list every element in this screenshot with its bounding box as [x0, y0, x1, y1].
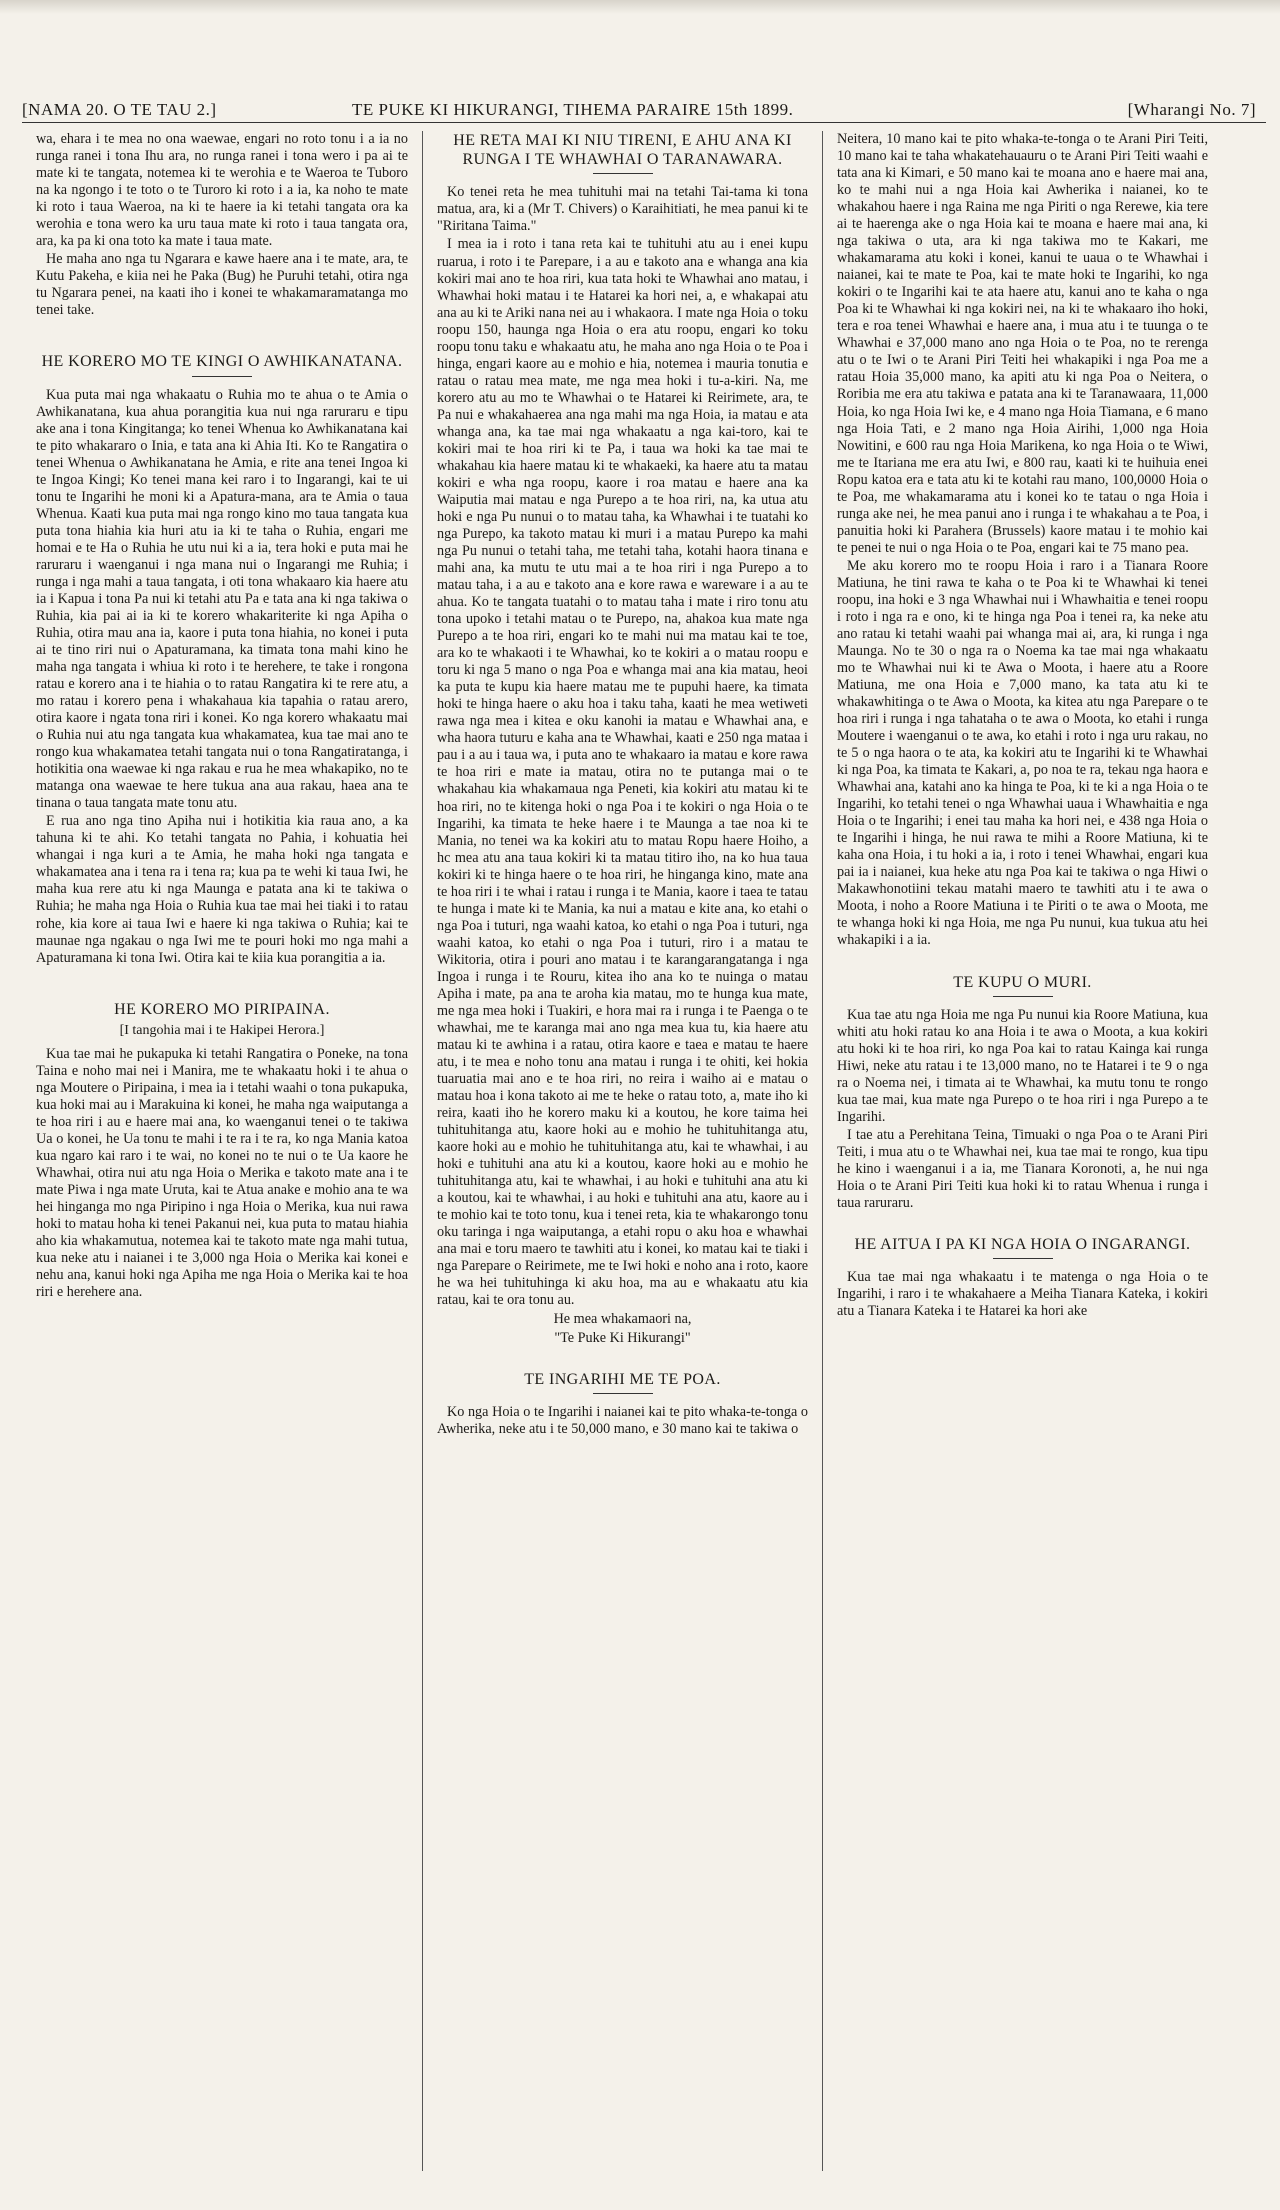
heading-rule [993, 1258, 1053, 1259]
article-paragraph: Kua tae mai he pukapuka ki tetahi Rangatira o Poneke, na tona Taina e noho mai nei i Manira, me te whakaatu hoki i te ahua o nga Moutere o Piripaina, i mea ia i tetahi waahi o tona pukapuka, kua hoki mai au i Marakuina ki konei, he maha nga waiputanga a te hoa riri i au e haere mai ana, ko waenganui tenei o te takiwa Ua o konei, he Ua tonu te mahi i te ra i te ra, ko nga Mania katoa kua ngaro kai raro i te wai, no konei no te nui o te Ua kaore he Whawhai, otira nui atu nga Hoia o Merika e takoto mate ana i te mate Piwa i nga mate Uruta, kai te Atua anake e mohio ana te wa hei hinganga mo nga Piripino i nga Hoia o Merika, kua nui rawa hoki to matau hoha ki tenei Pakanui nei, kua puta to matau hiahia aho kia whakamutua, notemea kai te takoto mate nga mahi tutua, kua neke atu i naianei i te 3,000 nga Hoia o Merika kai konei e nehu ana, kanui hoki nga Apiha me nga Hoia o Merika kai te hoa riri e herehere ana. [36, 1045, 408, 1301]
article-paragraph: Kua tae mai nga whakaatu i te matenga o nga Hoia o te Ingarihi, i raro i te whakahaere a Meiha Tianara Kateka, i kokiri atu a Tianara Kateka i te Hatarei ka hori ake [837, 1269, 1208, 1320]
article-paragraph: Ko nga Hoia o te Ingarihi i naianei kai te pito whaka-te-tonga o Awherika, neke atu i te 50,000 mano, e 30 mano kai te takiwa o [437, 1403, 808, 1437]
article-subheading: [I tangohia mai i te Hakipei Herora.] [119, 1022, 325, 1038]
column-3 [822, 131, 1222, 2171]
article-paragraph: Kua tae atu nga Hoia me nga Pu nunui kia Roore Matiuna, kua whiti atu hoki ratau ko ana Hoia i te awa o Moota, a kua kokiri atu hoki ki te hoa riri, ko nga Poa kai to ratau Kainga kai runga Hiwi, neke atu ratau i te 13,000 mano, no te Hatarei i te 9 o nga ra o Noema nei, i timata ai te Whawhai, ka mutu tonu te rongo kua tae mai, kua mate nga Purepo o te hoa riri i nga Purepo a te Ingarihi. [837, 1006, 1208, 1125]
article-heading: HE AITUA I PA KI NGA HOIA O INGARANGI. [854, 1236, 1191, 1254]
article-paragraph: Me aku korero mo te roopu Hoia i raro i a Tianara Roore Matiuna, he tini rawa te kaha o te Poa ki te Whawhai ki tenei roopu, ina hoki e 3 nga Whawhai nui i Whawhaitia e tenei roopu i roto i nga ra e ono, ki te hinga nga Poa i tenei ra, ka neke atu ano ratau ki tetahi waahi pai whanga mai ai, ara, ki runga i nga Maunga. No te 30 o nga ra o Noema ka tae mai nga whakaatu mo te Whawhai nui ki te Awa o Moota, i haere atu a Roore Matiuna, me ona Hoia e 7,000 mano, ka tata atu ki te whakawhitinga o te Awa o Moota, ka kitea atu nga Parepare o te hoa riri i runga i nga tahataha o te awa o Moota, ko etahi i runga Moutere i waenganui o te awa, ko etahi i roto i nga uru rakau, no te 5 o nga haora o te ata, ka kokiri atu te Ingarihi ki te Whawhai ki nga Poa, ka timata te Kakari, a, po noa te ra, tekau nga haora e Whawhai ana, katahi ano ka hinga te Poa, ki te ki a nga Hoia o te Ingarihi, ko tetahi tenei o nga Whawhai uaua i Whawhaitia e nga Hoia o te Ingarihi; i enei tau maha ka hori nei, e 438 nga Hoia o te Ingarihi i hinga, he nui rawa te mihi a Roore Matiuna, ki te kaha ona Hoia, i tu hoki a ia, i roto i tenei Whawhai, engari kua pai ia i naianei, kua heke atu nga Poa kai te takiwa o nga Hiwi o Makawhonotiini tekau matahi maero te tawhiti atu i te awa o Moota, i noho a Roore Matiuna i te Piriti o te awa o Moota, me te whanga hoki ki nga Hoia, me nga Pu nunui, kua tukua atu hei whakapiki i a ia. [837, 557, 1208, 949]
signature-line: "Te Puke Ki Hikurangi" [554, 1330, 691, 1347]
heading-rule [993, 996, 1053, 997]
article-paragraph: Kua puta mai nga whakaatu o Ruhia mo te ahua o te Amia o Awhikanatana, kua ahua porangitia kua nui nga raruraru e tipu ake ana i tona Kingitanga; ko tenei Whenua ko Awhikanatana kai te pito whakararo o Inia, e tata ana ki Ahia Iti. Ko te Rangatira o tenei Whenua o Awhikanatana he Amia, e rite ana tenei Ingoa ki te Ingoa Kingi; Ko tenei mana kei raro i to Ingarangi, kai te ui tonu te Ingarihi he moni ki a Apatura-mana, ara te Amia o taua Whenua. Kaati kua puta mai nga rongo kino mo taua tangata kua puta tona hiahia kia huri atu ia ki te taha o Ruhia, engari me homai e te Ha o Ruhia he utu nui ki a ia, tera hoki e puta mai he raruraru i waenganui i nga mana nui o Ingarangi me Ruhia; i runga i nga mahi a taua tangata, i oti tona whakaaro kia haere atu ia i Kapua i tona Pa nui ki tetahi atu Pa e tata ana ki nga takiwa o Ruhia, kia pai ai ia ki te korero whakariterite ki nga Apiha o Ruhia, otira mau ana ia, kaore i puta tona hiahia, no konei i puta ai te tino riri nui o Apaturamana, ka timata tona mahi kino he maha nga tangata i whiua ki roto i te herehere, te take i rongona ratau e korero ana i te hiahia o to ratau Rangatira ki te rere atu, a mo ratau i korero pena i whakahaua kia tapahia o ratau arero, otira kaore i ngata tona riri i konei. Ko nga korero whakaatu mai o Ruhia nui atu nga tangata kua whakamatea, kua tae mai ano te rongo kua whakamatea tetahi tangata nui o tona Rangatiratanga, i hotikitia ona waewae ki nga rakau e rua he mea whakapiko, no te matanga ona waewae te here tukua ana aua rakau, haea ana te tinana o taua tangata mate tonu atu. [36, 386, 408, 812]
masthead [22, 92, 1266, 123]
heading-rule [593, 1393, 653, 1394]
heading-rule [192, 376, 252, 377]
article-heading: HE KORERO MO PIRIPAINA. [114, 1000, 330, 1018]
article-heading: HE RETA MAI KI NIU TIRENI, E AHU ANA KI RUNGA I TE WHAWHAI O TARANAWARA. [453, 132, 792, 169]
signature-line: He mea whakamaori na, [553, 1311, 692, 1328]
article-paragraph: wa, ehara i te mea no ona waewae, engari no roto tonu i a ia no runga ranei i tona Ihu ara, no runga ranei i tona wero i pa ai te mate ki te tangata, notemea ki te werohia e te Waeroa te Tuboro na ka ngongo i te toto o te Turoro ki roto i a ia, ka noho te mate ki roto i taua Waeroa, na ki te haere ia ki tetahi tangata ora ka werohia e tona wero ka uru taua mate ki roto i taua tangata ora, ara, ka pa ki ona toto ka mate i taua mate. [36, 131, 408, 250]
page-number: [Wharangi No. 7] [1127, 100, 1256, 119]
heading-rule [593, 173, 653, 174]
article-paragraph: I mea ia i roto i tana reta kai te tuhituhi atu au i enei kupu ruarua, i roto i te Parepare, i a au e takoto ana e whanga ana kia kokiri mai ano te hoa riri, kua tata hoki te Whawhai ano matau, i Whawhai hoki matau i te Hatarei ka hori nei, a, e whakapai atu ana au ki te Ariki nana nei au i whakaora. I mate nga Hoia o toku roopu 150, haunga nga Hoia o era atu roopu, engari ko toku roopu tonu taku e whakaatu atu, he maha ano nga Hoia o te Poa i hinga, engari kaore au e mohio e hia, notemea i mauria tonutia e ratau o ratau mea mate, me nga mea hoki i tu-a-kiri. Na, me korero atu au mo te Whawhai o te Hatarei ki Reirimete, ara, te Pa nui e whakahaerea ana nga mahi ma nga Hoia, ia matau e ata whanga ana, ka tae mai nga whakaatu a nga kai-toro, kai te kokiri mai te hoa riri ki te Pa, i taua wa hoki ka tae mai te whakahau kia haere matau ki te whakaeki, ka haere atu ta matau kokiri e wha nga roopu, kaore i roa matau e haere ana ka Waiputia mai matau e nga Purepo a te hoa riri, na, ka utua atu hoki e nga Pu nunui o to matau taha, ka Whawhai i te tuatahi ko nga Purepo, ka takoto matau ki muri i a matau Purepo ka mahi nga Pu nunui o tetahi taha, me tetahi taha, kotahi haora tinana e mahi ana, ka mutu te utu mai a te hoa riri i nga Purepo a to matau taha, i a au e takoto ana e kore rawa e wareware i a au te ahua. Ko te tangata tuatahi o to matau taha i mate i riro tonu atu tona upoko i tetahi matau o te Purepo, na, ahakoa kua mate nga Purepo a te hoa riri, engari ko te mahi nui ma matau kai te toe, ara ko te whakaoti i te Whawhai, ko te kokiri a o matau roopu e toru ki nga 5 mano o nga Poa e whanga mai ana kia matau, heoi ka puta te kupu kia haere matau me te pupuhi haere, ka timata hoki te hinga haere o aku hoa i taku taha, kaati he mea wetiweti rawa nga mea i kitea e oku kanohi ia matau e Whawhai ana, e wha haora tuturu e kaha ana te Whawhai, kaati e 250 nga mataa i pau i a au i taua wa, i puta ano te whakaaro ia matau e kore rawa te hoa riri e mate ia matau, otira no te putanga mai o te whakahau kia whakamaua nga Peneti, kia kokiri atu matau ki te hoa riri, no te kitenga hoki o nga Poa i te kokiri o nga Hoia o te Ingarihi, ka timata te heke haere i te Maunga a tae noa ki te Mania, no tenei wa ka kokiri atu to matau Ropu haere Hoiho, a hc mea atu ana taua kokiri ki ta matau titiro iho, na ko hua taua kokiri ki te hinga haere o te hoa riri, he hinganga kino, mate ana te hoa riri i te whai i ratau i runga i te Mania, kaore i taea te tatau te hunga i mate ki te Mania, ka nui a matau e kite ana, ko etahi o nga Poa i tuturi, nga waahi katoa, ko etahi o nga Poa i tuturi, nga waahi katoa, ko etahi o nga Poa i tuturi, riro i a matau te Wikitoria, otira i pouri ano matau i te karangarangatanga i nga Ingoa i runga i te Rouru, kitea iho ana ko te nuinga o matau Apiha i mate, pa ana te aroha kia matau, mo te hunga kua mate, me nga mea hoki i Tuakiri, e hora mai ra i runga i te Paenga o te whawhai, me te karanga mai ano nga mea kua tu, kia haere atu matau ki te awhina i a ratau, otira kaore e taea e matau te haere atu, i te mea e noho tonu ana matau i runga i te ohiti, kei hokia tuaruatia mai ano e te hoa riri, no reira i waiho ai e matau o matau hoa i kona takoto ai me te heke o ratau toto, a, mate iho ki reira, kaati iho he korero maku ki a koutou, he kore taima hei tuhituhitanga atu, kaore hoki au e mohio he tuhituhitanga atu, kaore hoki au e mohio he tuhituhitanga atu, kai te whawhai, i au hoki e tuhituhi ana atu ki a koutou, kaore hoki au e mohio he tuhituhitanga atu, kai te whawhai, i au hoki e tuhituhi ana atu ki a koutou, kai te whawhai, i au hoki e tuhituhi ana atu, kaore au i te mohio kai te toto tonu, kua i tenei reta, kia te whakarongo tonu oku taringa i nga waiputanga, a etahi ropu o aku hoa e whawhai ana mai e toru maero te tawhiti atu i konei, ko matau kai te tiaki i nga Parepare o Reirimete, me te Iwi hoki e noho ana i roto, kaore he wa hei tuhituhinga ki aku hoa, ma au e whakaatu atu kia ratau, kai te ora tonu au. [437, 236, 808, 1309]
column-1 [22, 131, 422, 2171]
scan-edge [0, 0, 1280, 14]
paper-title-date: TE PUKE KI HIKURANGI, TIHEMA PARAIRE 15th 1899. [352, 100, 794, 119]
article-paragraph: Neitera, 10 mano kai te pito whaka-te-tonga o te Arani Piri Teiti, 10 mano kai te taha whakatehauauru o te Arani Piri Teiti waahi e tata ana ki Kimari, e 50 mano kai te moana ano e haere mai ana, ko te mahi nui a nga Hoia kai Awherika i naianei, ko te whakahou haere i nga Raina me nga Piriti o nga Rerewe, kia tere ai te haerenga ake o nga Hoia kai te moana e haere mai ana, ki nga takiwa o uta, ara ki nga takiwa mo te Kakari, me whakamarama atu koki i konei, kanui te uaua o te Whawhai i naianei, kai te mate te Poa, kai te mate hoki te Ingarihi, ko nga kokiri o te Ingarihi kai te ata haere atu, kanui ano te kaha o nga Poa ki te Whawhai ki nga kokiri nei, na ki te whakaaro iho hoki, tera e roa tenei Whawhai e haere ana, i mua atu i te tuunga o te Whawhai e 37,000 mano ano nga Hoia o te Poa, no te rerenga atu o te Iwi o te Arani Piri Teiti hei whakapiki i nga Poa me a ratau Hoia 35,000 mano, ka apiti atu ki nga Poa o Neitera, o Roribia me era atu takiwa e patata ana ki te Taranawaara, 11,000 Hoia, ko nga Hoia Iwi ke, e 4 mano nga Hoia Tiamana, e 6 mano nga Hoia Tati, e 2 mano nga Hoia Airihi, 1,000 nga Hoia Nowitini, e 600 rau nga Hoia Marikena, ko nga Hoia o te Wiwi, me te Itariana me era atu Iwi, e 800 rau, kaati ki te huihuia enei Ropu katoa era e tata atu ki te kotahi rau mano, 100,0000 Hoia o te Poa, me whakamarama atu i konei ko te tatau o nga Hoia i runga ake nei, he mea panui ano i runga i te whakahau a te Poa, i panuitia hoki ki Parahera (Brussels) kaore matau i te mohio kai te penei te nui o nga Hoia o te Poa, engari kai te 75 mano pea. [837, 131, 1208, 556]
article-paragraph: E rua ano nga tino Apiha nui i hotikitia kia raua ano, a ka tahuna ki te ahi. Ko tetahi tangata no Pahia, i kohuatia hei whangai i nga kuri a te Amia, he maha hoki nga tangata e whakamatea ana i tena ra i tena ra; kua pa te wehi ki taua Iwi, he maha kua rere atu ki nga Maunga e patata ana ki te takiwa o Ruhia; he maha nga Hoia o Ruhia kua tae mai hei tiaki i to ratau rohe, kia kore ai taua Iwi e haere ki nga takiwa o Ruhia; kai te maunae nga ngakau o nga Iwi me te pouri hoki mo nga mahi a Apaturamana ki tona Iwi. Otira kai te kiia kua porangitia a ia. [36, 813, 408, 966]
article-heading: HE KORERO MO TE KINGI O AWHIKANATANA. [41, 353, 403, 371]
article-heading: TE KUPU O MURI. [953, 973, 1092, 991]
article-paragraph: He maha ano nga tu Ngarara e kawe haere ana i te mate, ara, te Kutu Pakeha, e kiia nei he Paka (Bug) he Puruhi tetahi, otira nga tu Ngarara penei, na kaati iho i konei te whakamaramatanga mo tenei take. [36, 251, 408, 319]
column-2 [422, 131, 822, 2171]
article-paragraph: Ko tenei reta he mea tuhituhi mai na tetahi Tai-tama ki tona matua, ara, ki a (Mr T. Chivers) o Karaihitiati, he mea panui ki te "Riritana Taima." [437, 184, 808, 235]
article-paragraph: I tae atu a Perehitana Teina, Timuaki o nga Poa o te Arani Piri Teiti, i mua atu o te Whawhai nei, kua tae mai te rongo, kua tipu he kino i waenganui i a ia, me Tianara Koronoti, a, he nui nga Hoia o te Arani Piri Teiti kua hoki ki to ratau Whenua i runga i taua raruraru. [837, 1126, 1208, 1212]
columns [22, 131, 1266, 2171]
issue-number: [NAMA 20. O TE TAU 2.] [22, 100, 217, 119]
article-heading: TE INGARIHI ME TE POA. [524, 1370, 721, 1388]
